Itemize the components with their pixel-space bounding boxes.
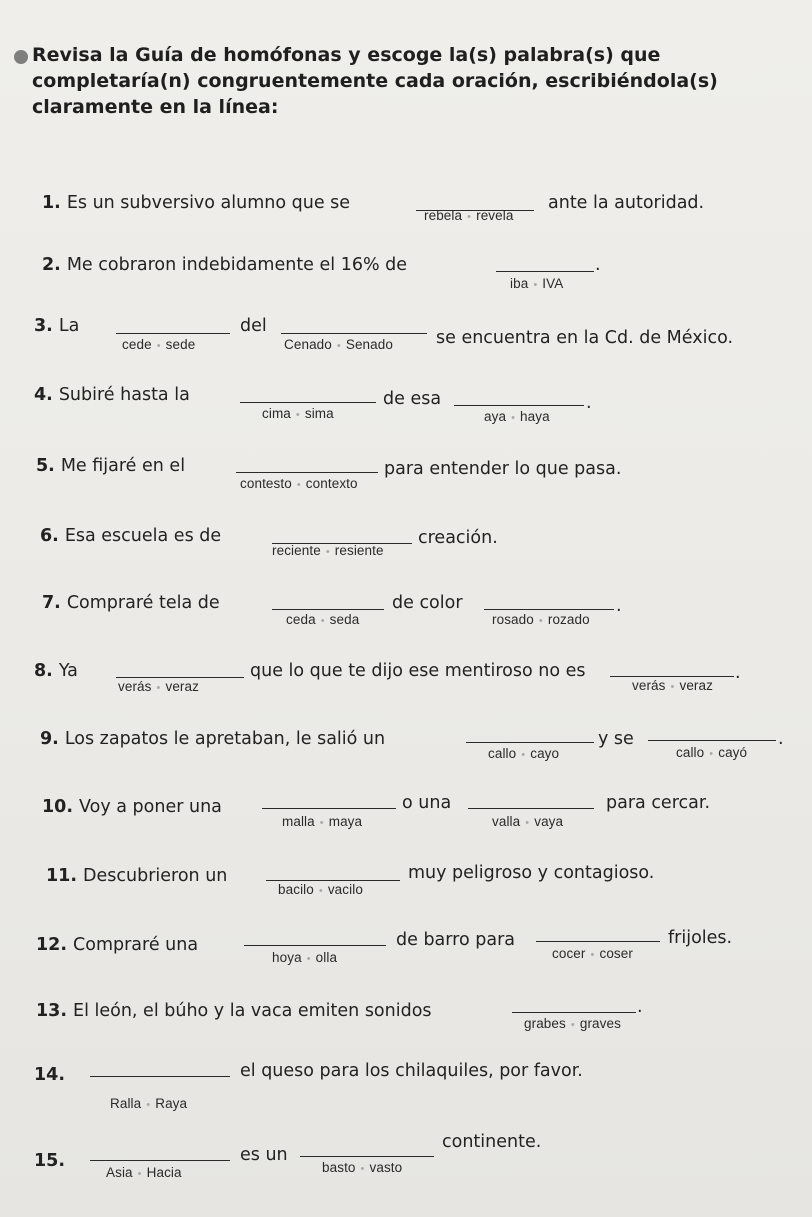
answer-blank[interactable]	[90, 1076, 230, 1077]
question-text: .	[616, 596, 622, 616]
question-number: 2.	[42, 255, 61, 275]
question-2	[42, 254, 407, 276]
answer-blank[interactable]	[512, 1012, 636, 1013]
options: verás • veraz	[632, 678, 713, 693]
options: callo • cayó	[676, 745, 748, 760]
answer-blank[interactable]	[484, 609, 614, 610]
answer-blank[interactable]	[300, 1156, 434, 1157]
question-text: del	[240, 316, 267, 336]
question-text: o una	[402, 793, 452, 813]
question-10	[42, 796, 222, 818]
question-4	[34, 384, 190, 406]
question-text: .	[735, 663, 741, 683]
question-12	[36, 934, 198, 956]
question-text: El león, el búho y la vaca emiten sonidos	[73, 1001, 432, 1021]
options: rosado • rozado	[492, 612, 590, 627]
question-text: ante la autoridad.	[548, 193, 705, 213]
options: Asia • Hacia	[106, 1165, 182, 1180]
question-number: 8.	[34, 661, 53, 681]
question-7	[42, 592, 220, 614]
answer-blank[interactable]	[266, 880, 400, 881]
options: ceda • seda	[286, 612, 360, 627]
options: Ralla • Raya	[110, 1096, 188, 1111]
question-text: Descubrieron un	[83, 866, 228, 886]
answer-blank[interactable]	[468, 808, 594, 809]
options: malla • maya	[282, 814, 363, 829]
answer-blank[interactable]	[262, 808, 396, 809]
question-text: que lo que te dijo ese mentiroso no es	[250, 661, 586, 681]
question-text: de esa	[383, 389, 442, 409]
question-number: 4.	[34, 385, 53, 405]
answer-blank[interactable]	[244, 945, 386, 946]
question-text: La	[58, 316, 80, 336]
question-text: de color	[392, 593, 463, 613]
question-9	[40, 728, 385, 750]
question-text: Esa escuela es de	[64, 526, 222, 546]
question-1	[42, 192, 350, 214]
answer-blank[interactable]	[648, 740, 776, 741]
question-number: 13.	[36, 1001, 68, 1021]
options: bacilo • vacilo	[278, 882, 363, 897]
answer-blank[interactable]	[90, 1160, 230, 1161]
question-text: y se	[598, 729, 634, 749]
question-8	[34, 660, 78, 682]
question-text: creación.	[418, 528, 498, 548]
question-text: de barro para	[396, 930, 515, 950]
question-11	[46, 865, 227, 887]
answer-blank[interactable]	[240, 402, 376, 403]
answer-blank[interactable]	[281, 333, 427, 334]
question-text: Los zapatos le apretaban, le salió un	[64, 729, 386, 749]
question-text: muy peligroso y contagioso.	[408, 863, 655, 883]
options: valla • vaya	[492, 814, 564, 829]
answer-blank[interactable]	[496, 271, 594, 272]
question-text: Es un subversivo alumno que se	[66, 193, 351, 213]
question-text: Me cobraron indebidamente el 16% de	[66, 255, 408, 275]
question-5	[36, 455, 185, 477]
question-text: Voy a poner una	[79, 797, 222, 817]
question-text: Me fijaré en el	[60, 456, 186, 476]
options: reciente • resiente	[272, 543, 384, 558]
question-14	[34, 1064, 71, 1086]
question-text: frijoles.	[668, 928, 733, 948]
question-number: 14.	[34, 1065, 66, 1085]
question-text: continente.	[442, 1132, 542, 1152]
question-13	[36, 1000, 432, 1022]
question-15	[34, 1150, 71, 1172]
options: rebela • revela	[424, 208, 514, 223]
question-text: Ya	[58, 661, 78, 681]
question-text: el queso para los chilaquiles, por favor.	[240, 1061, 583, 1081]
question-text: se encuentra en la Cd. de México.	[436, 328, 734, 348]
options: cima • sima	[262, 406, 334, 421]
answer-blank[interactable]	[236, 472, 378, 473]
question-number: 10.	[42, 797, 74, 817]
options: aya • haya	[484, 409, 550, 424]
question-number: 9.	[40, 729, 59, 749]
options: verás • veraz	[118, 679, 199, 694]
options: grabes • graves	[524, 1016, 621, 1031]
options: cede • sede	[122, 337, 196, 352]
question-text: para entender lo que pasa.	[384, 459, 622, 479]
options: basto • vasto	[322, 1160, 403, 1175]
question-text: .	[778, 729, 784, 749]
question-6	[40, 525, 221, 547]
bullet-icon	[14, 50, 28, 64]
question-number: 1.	[42, 193, 61, 213]
question-text: Subiré hasta la	[58, 385, 190, 405]
question-number: 12.	[36, 935, 68, 955]
options: iba • IVA	[510, 276, 564, 291]
question-text: es un	[240, 1145, 288, 1165]
question-number: 3.	[34, 316, 53, 336]
question-number: 11.	[46, 866, 78, 886]
question-text: Compraré tela de	[66, 593, 220, 613]
options: cocer • coser	[552, 946, 633, 961]
options: Cenado • Senado	[284, 337, 393, 352]
question-number: 7.	[42, 593, 61, 613]
instructions-text: Revisa la Guía de homófonas y escoge la(s) palabra(s) que completaría(n) congruentemente cada oración, escribiéndola(s) claramente en la línea:	[32, 44, 718, 118]
options: hoya • olla	[272, 950, 338, 965]
options: contesto • contexto	[240, 476, 358, 491]
answer-blank[interactable]	[466, 742, 594, 743]
options: callo • cayo	[488, 746, 560, 761]
question-text: .	[595, 255, 601, 275]
question-number: 15.	[34, 1151, 66, 1171]
question-text: .	[637, 997, 643, 1017]
answer-blank[interactable]	[454, 405, 584, 406]
question-text: para cercar.	[606, 793, 711, 813]
answer-blank[interactable]	[116, 677, 244, 678]
question-number: 6.	[40, 526, 59, 546]
question-text: Compraré una	[73, 935, 199, 955]
answer-blank[interactable]	[536, 941, 660, 942]
answer-blank[interactable]	[116, 333, 230, 334]
question-text: .	[586, 393, 592, 413]
question-number: 5.	[36, 456, 55, 476]
answer-blank[interactable]	[272, 609, 384, 610]
question-3	[34, 315, 79, 337]
answer-blank[interactable]	[610, 676, 734, 677]
